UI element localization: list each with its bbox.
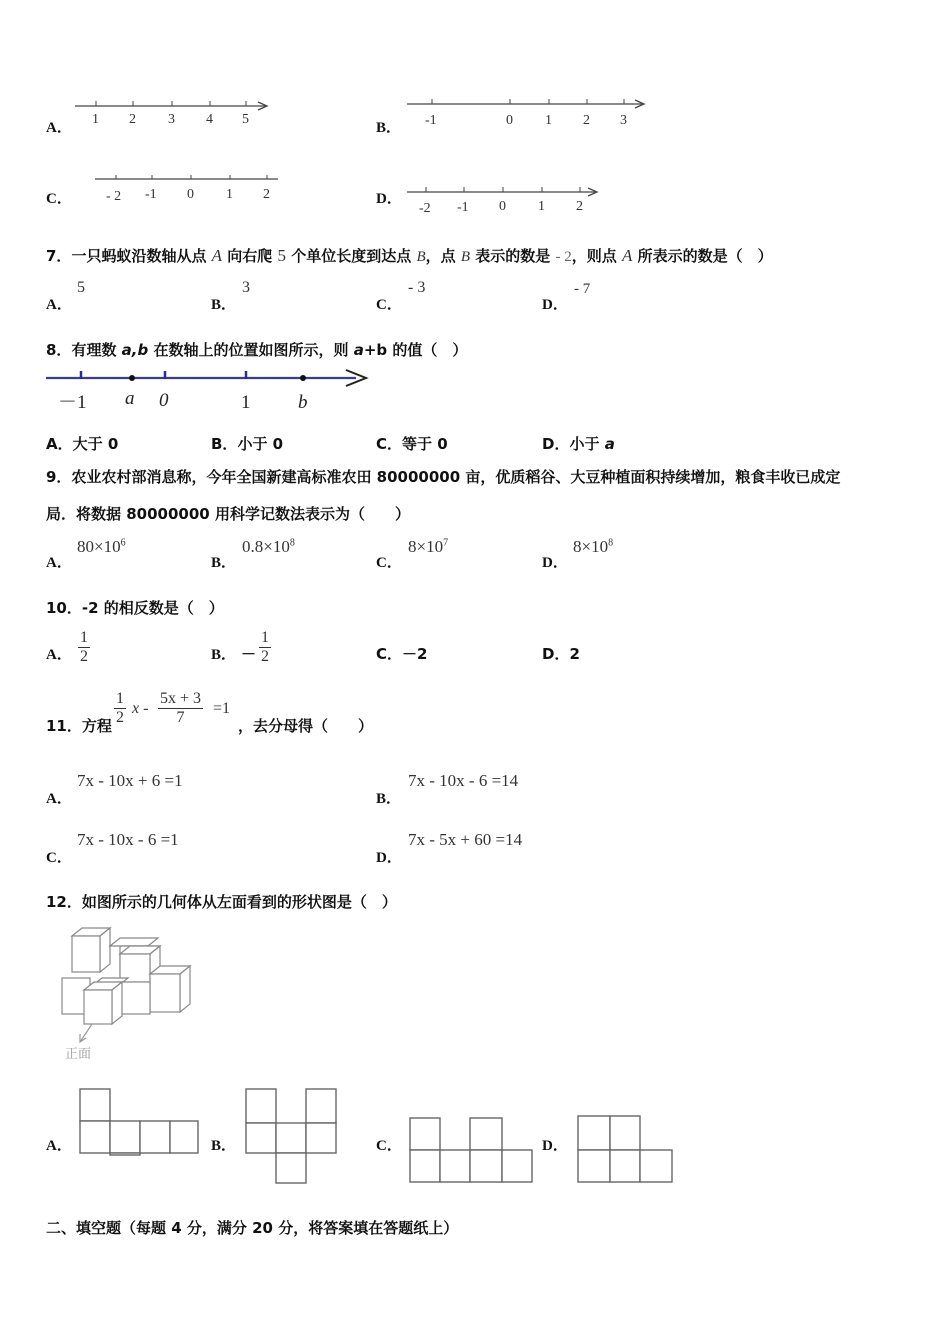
q11-option-b-value: 7x - 10x - 6 =14 — [408, 771, 519, 790]
q6-option-c-numberline — [90, 170, 285, 210]
q12-option-a-label: A． — [46, 1138, 72, 1154]
q10-option-d: D．2 — [542, 645, 580, 663]
q6-option-a-numberline — [70, 96, 275, 136]
q9-option-a-label: A． — [46, 555, 72, 571]
question-7-stem: 7．一只蚂蚁沿数轴从点 A 向右爬 5 个单位长度到达点 B，点 B 表示的数是 - 2，则点 A 所表示的数是（ ） — [46, 246, 773, 265]
tick-label: - 2 — [106, 189, 122, 204]
tick-label: 3 — [168, 112, 175, 127]
q6-option-d-label: D． — [376, 191, 402, 207]
q7-option-d-value: - 7 — [574, 281, 591, 297]
q10-option-c: C．－2 — [376, 645, 428, 663]
q9-option-d-label: D． — [542, 555, 568, 571]
q12-option-b-label: B． — [211, 1138, 237, 1154]
tick-label: 1 — [226, 187, 233, 202]
front-label: 正面 — [65, 1046, 92, 1061]
question-11-tail: ，去分母得（ ） — [238, 717, 374, 735]
q12-option-d-figure — [574, 1112, 678, 1186]
q10-option-a-label: A． — [46, 647, 72, 663]
question-8-stem: 8．有理数 a,b 在数轴上的位置如图所示，则 a+b 的值（ ） — [46, 341, 468, 359]
q8-option-d: D．小于 a — [542, 435, 615, 453]
tick-label: -1 — [145, 187, 157, 202]
q10-option-b-sign: － — [241, 645, 257, 663]
q8-option-c: C．等于 0 — [376, 435, 448, 453]
q8-numberline-figure — [44, 366, 374, 414]
tick-label: 0 — [187, 187, 194, 202]
question-9-stem-line1: 9．农业农村部消息称，今年全国新建高标准农田 80000000 亩，优质稻谷、大豆种植面积持续增加，粮食丰收已成定 — [46, 468, 841, 486]
q6-option-c-label: C． — [46, 191, 72, 207]
question-12-stem: 12．如图所示的几何体从左面看到的形状图是（ ） — [46, 893, 397, 911]
tick-label: 2 — [583, 113, 590, 128]
q7-option-b-value: 3 — [242, 279, 250, 296]
q6-option-b-numberline — [402, 94, 652, 134]
q6-option-b-label: B． — [376, 120, 402, 136]
q12-option-c-label: C． — [376, 1138, 402, 1154]
q11-option-c-label: C． — [46, 850, 72, 866]
q10-option-a-fraction: $\frac{1}{2}$ — [80, 629, 88, 665]
q11-option-a-value: 7x - 10x + 6 =1 — [77, 771, 183, 790]
q9-option-b-label: B． — [211, 555, 237, 571]
q7-option-c-label: C． — [376, 297, 402, 313]
tick-label: -2 — [419, 201, 431, 216]
q6-option-a-label: A． — [46, 120, 72, 136]
q10-option-b-label: B． — [211, 647, 237, 663]
q6-option-d-numberline — [402, 182, 607, 222]
q10-option-b-fraction: $\frac{1}{2}$ — [261, 629, 269, 665]
q11-x-minus: x - — [132, 700, 149, 717]
axis-label: 1 — [241, 392, 251, 413]
q12-option-d-label: D． — [542, 1138, 568, 1154]
tick-label: 0 — [499, 199, 506, 214]
axis-label: 0 — [159, 390, 169, 411]
tick-label: 1 — [538, 199, 545, 214]
tick-label: 2 — [263, 187, 270, 202]
q11-equals: =1 — [213, 700, 231, 717]
q9-option-b-value: $0.8\times 10^8$ — [242, 537, 295, 556]
q11-option-a-label: A． — [46, 791, 72, 807]
tick-label: -1 — [457, 200, 469, 215]
axis-label: －1 — [58, 392, 87, 413]
section-2-heading: 二、填空题（每题 4 分，满分 20 分，将答案填在答题纸上） — [46, 1219, 459, 1237]
question-10-stem: 10．-2 的相反数是（ ） — [46, 599, 224, 617]
q11-fraction-half: $\frac{1}{2}$ — [116, 690, 124, 726]
tick-label: 1 — [545, 113, 552, 128]
q8-option-b: B．小于 0 — [211, 435, 284, 453]
axis-label: a — [125, 388, 135, 409]
tick-label: 2 — [576, 199, 583, 214]
q12-option-b-figure — [242, 1086, 342, 1188]
q9-option-d-value: $8\times 10^8$ — [573, 537, 614, 556]
q12-option-c-figure — [406, 1114, 538, 1186]
q11-option-b-label: B． — [376, 791, 402, 807]
q9-option-a-value: $80\times 10^6$ — [77, 537, 126, 556]
tick-label: 4 — [206, 112, 213, 127]
q9-option-c-value: $8\times 10^7$ — [408, 537, 449, 556]
q7-option-c-value: - 3 — [408, 279, 426, 296]
tick-label: 0 — [506, 113, 513, 128]
q11-option-d-value: 7x - 5x + 60 =14 — [408, 830, 523, 849]
q7-option-b-label: B． — [211, 297, 237, 313]
q7-option-a-label: A． — [46, 297, 72, 313]
tick-label: 3 — [620, 113, 627, 128]
tick-label: 2 — [129, 112, 136, 127]
q11-option-d-label: D． — [376, 850, 402, 866]
q7-option-a-value: 5 — [77, 279, 85, 296]
q11-fraction-main: $\frac{5x + 3}{7}$ — [160, 690, 202, 726]
tick-label: 5 — [242, 112, 249, 127]
q9-option-c-label: C． — [376, 555, 402, 571]
q12-solid-figure — [58, 924, 198, 1064]
q11-option-c-value: 7x - 10x - 6 =1 — [77, 830, 179, 849]
axis-label: b — [298, 392, 308, 413]
q12-option-a-figure — [76, 1086, 202, 1158]
question-11-label: 11．方程 — [46, 717, 112, 735]
q7-option-d-label: D． — [542, 297, 568, 313]
tick-label: -1 — [425, 113, 437, 128]
question-9-stem-line2: 局．将数据 80000000 用科学记数法表示为（ ） — [46, 505, 410, 523]
tick-label: 1 — [92, 112, 99, 127]
q8-option-a: A．大于 0 — [46, 435, 119, 453]
